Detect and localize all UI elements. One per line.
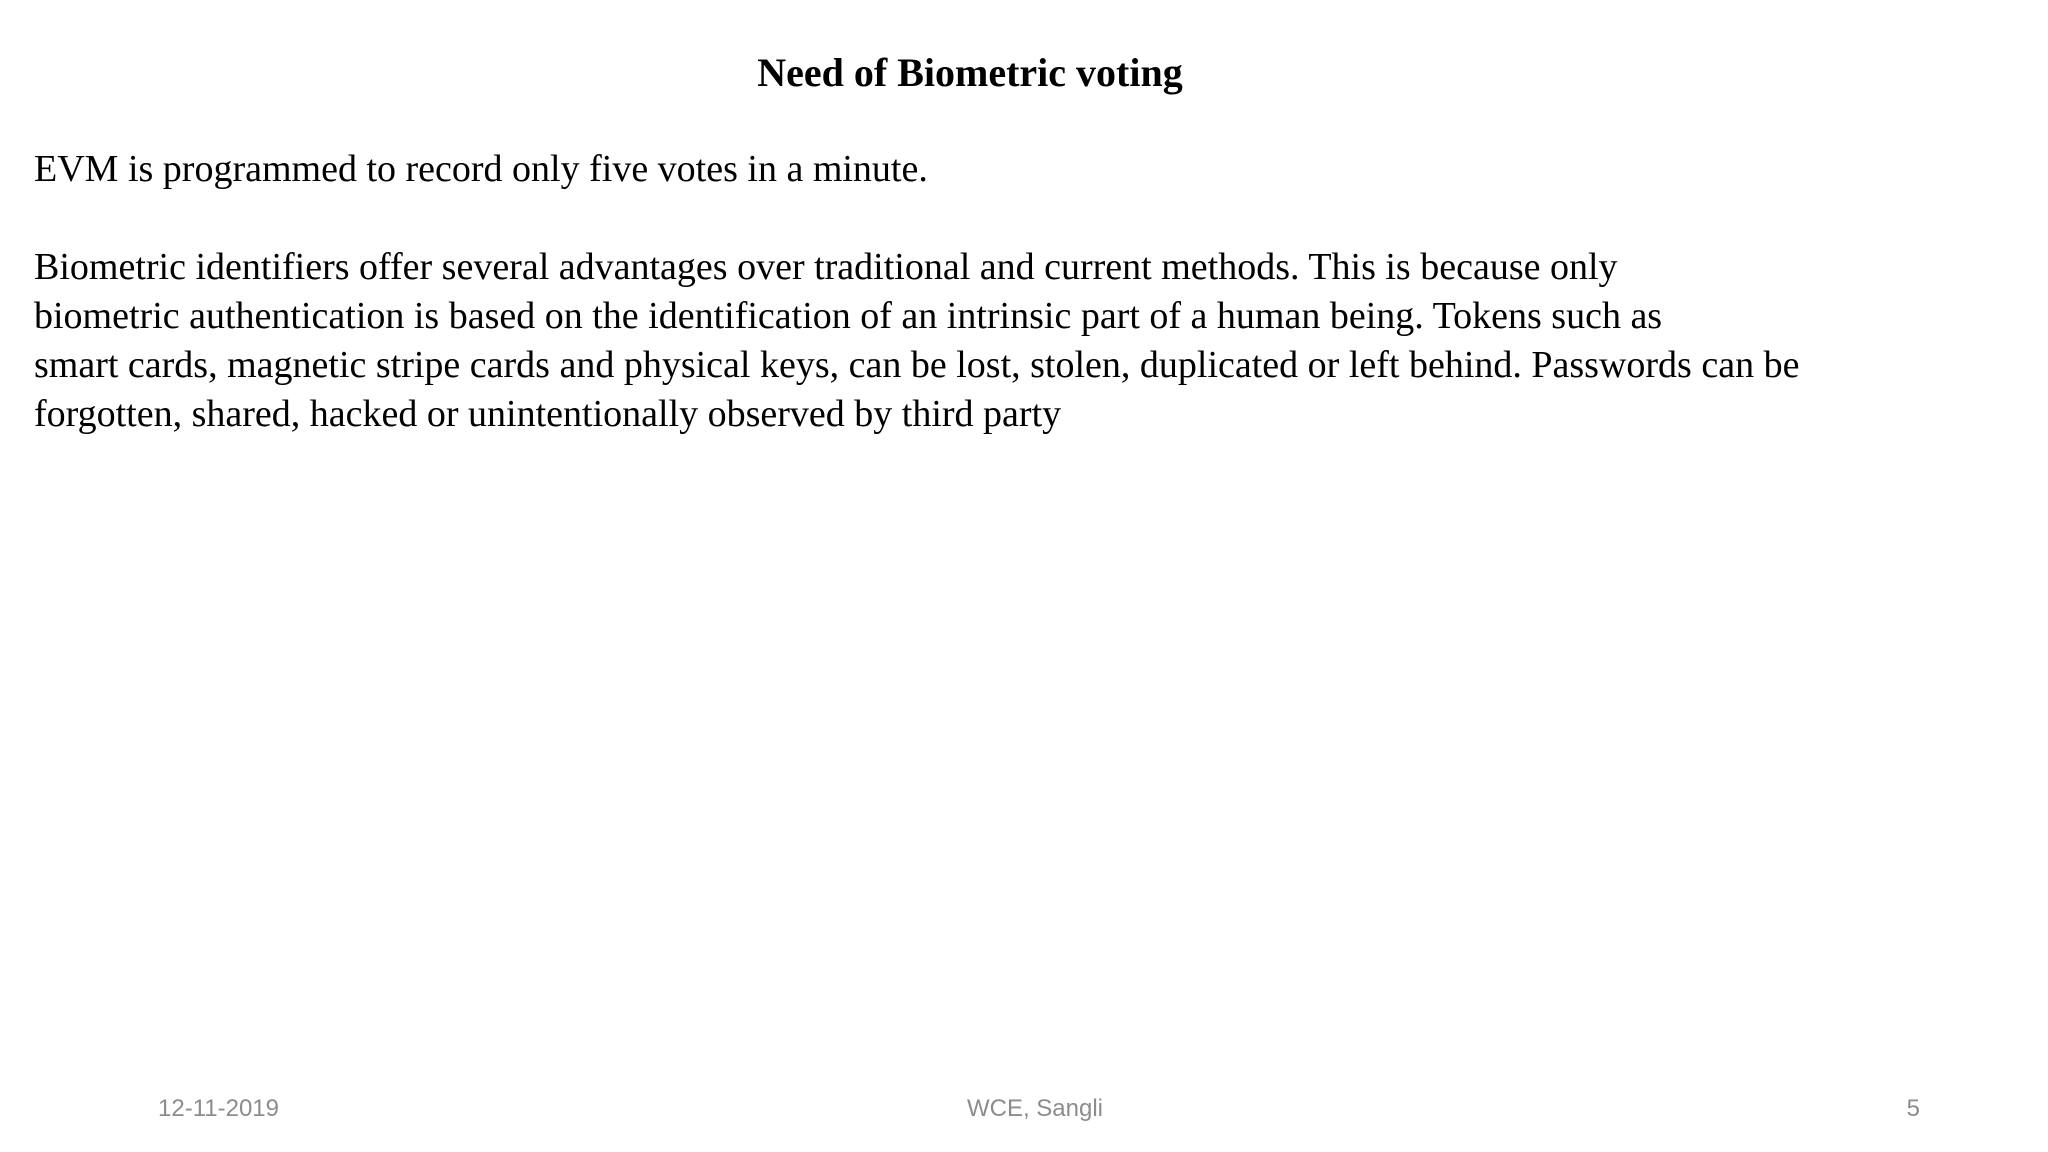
paragraph-line: Biometric identifiers offer several advantages over traditional and current methods. This is because only xyxy=(34,246,1618,288)
slide-title: Need of Biometric voting xyxy=(757,50,1183,95)
footer-page-number: 5 xyxy=(1906,1095,1920,1122)
paragraph-line: smart cards, magnetic stripe cards and physical keys, can be lost, stolen, duplicated or left behind. Passwords can be xyxy=(34,344,1800,386)
paragraph-line: forgotten, shared, hacked or unintentionally observed by third party xyxy=(34,393,1062,435)
paragraph-evm xyxy=(34,145,1994,194)
footer-organization: WCE, Sangli xyxy=(966,1095,1104,1122)
paragraph-line: biometric authentication is based on the identification of an intrinsic part of a human being. Tokens such as xyxy=(34,295,1663,337)
footer-date: 12-11-2019 xyxy=(158,1095,279,1122)
paragraph-biometric-advantages xyxy=(34,243,1994,439)
paragraph-line: EVM is programmed to record only five votes in a minute. xyxy=(34,148,928,190)
